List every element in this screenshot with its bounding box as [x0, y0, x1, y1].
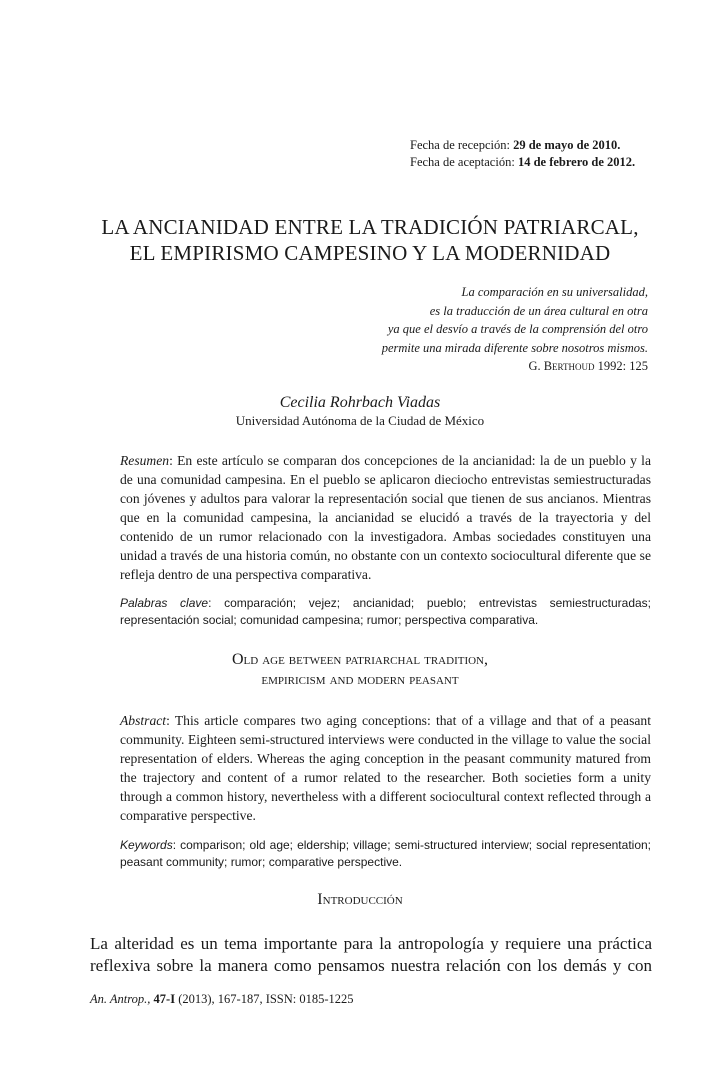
epigraph-line-2: es la traducción de un área cultural en otra [429, 303, 648, 318]
keywords-label: Keywords [120, 838, 173, 852]
footer-volume: 47-I [153, 992, 176, 1006]
title-line-1: LA ANCIANIDAD ENTRE LA TRADICIÓN PATRIARCAL, [101, 215, 639, 239]
reception-date [410, 137, 635, 154]
palabras-clave-label: Palabras clave [120, 596, 209, 610]
english-title [0, 650, 720, 690]
english-title-line-1: Old age between patriarchal tradition, [231, 651, 489, 668]
footer-details: (2013), 167-187, ISSN: 0185-1225 [175, 992, 354, 1006]
body-line-2: reflexiva sobre la manera como pensamos nuestra relación con los demás y con [90, 956, 652, 975]
abstract-paragraph [120, 711, 651, 825]
epigraph-line-4: permite una mirada diferente sobre nosotros mismos. [381, 340, 648, 355]
abstract-text: : This article compares two aging conceptions: that of a village and that of a peasant community. Eighteen semi-structured interviews were conducted in the village to value the social representation of elders. Whereas the aging conception in the peasant community matured from the trajectory and content of a rumor related to the researcher. Both societies form a unity through a common history, nevertheless with a different sociocultural context reflected through a comparative perspective. [120, 713, 651, 823]
acceptance-date [410, 154, 635, 171]
author-name: Cecilia Rohrbach Viadas [279, 394, 441, 411]
keywords-text: : comparison; old age; eldership; village; semi-structured interview; social representation; peasant community; rumor; comparative perspective. [120, 838, 651, 869]
epigraph-citation [382, 357, 648, 376]
footer-journal: An. Antrop., [90, 992, 151, 1006]
abstract-label: Abstract [120, 713, 167, 728]
epigraph-author-name: Berthoud [543, 359, 595, 373]
journal-footer [90, 992, 354, 1007]
resumen-paragraph [120, 451, 651, 584]
acceptance-label: Fecha de aceptación: [410, 155, 515, 169]
dates-block [410, 137, 635, 171]
body-paragraph [90, 933, 652, 977]
article-title [80, 214, 660, 266]
resumen-label: Resumen [120, 453, 170, 468]
epigraph-line-1: La comparación en su universalidad, [461, 285, 648, 299]
body-line-1: La alteridad es un tema importante para la antropología y requiere una práctica [90, 934, 652, 953]
keywords [120, 837, 651, 871]
title-line-2: EL EMPIRISMO CAMPESINO Y LA MODERNIDAD [129, 241, 611, 265]
author-affiliation: Universidad Autónoma de la Ciudad de México [235, 413, 485, 428]
reception-value: 29 de mayo de 2010. [513, 138, 621, 152]
palabras-clave [120, 595, 651, 629]
epigraph-author-initial: G. [528, 359, 544, 373]
section-heading: Introducción [317, 891, 403, 908]
epigraph-citation-year: 1992: 125 [594, 359, 648, 373]
epigraph [382, 283, 648, 376]
palabras-clave-text: : comparación; vejez; ancianidad; pueblo; entrevistas semiestructuradas; representación social; comunidad campesina; rumor; perspectiva comparativa. [120, 596, 651, 627]
reception-label: Fecha de recepción: [410, 138, 510, 152]
english-title-line-2: empiricism and modern peasant [261, 671, 459, 688]
resumen-text: : En este artículo se comparan dos concepciones de la ancianidad: la de un pueblo y la de una comunidad campesina. En el pueblo se aplicaron dieciocho entrevistas semiestructuradas con jóvenes y adultos para valorar la representación social que tienen de sus ancianos. Mientras que en la comunidad campesina, la ancianidad se elucidó a través de la trayectoria y del contenido de un rumor relacionado con la investigadora. Ambas sociedades constituyen una unidad a través de una historia común, no obstante con un contexto sociocultural diferente que se refleja dentro de una perspectiva comparativa. [120, 453, 651, 582]
acceptance-value: 14 de febrero de 2012. [517, 155, 636, 169]
epigraph-line-3: ya que el desvío a través de la comprensión del otro [387, 322, 648, 336]
